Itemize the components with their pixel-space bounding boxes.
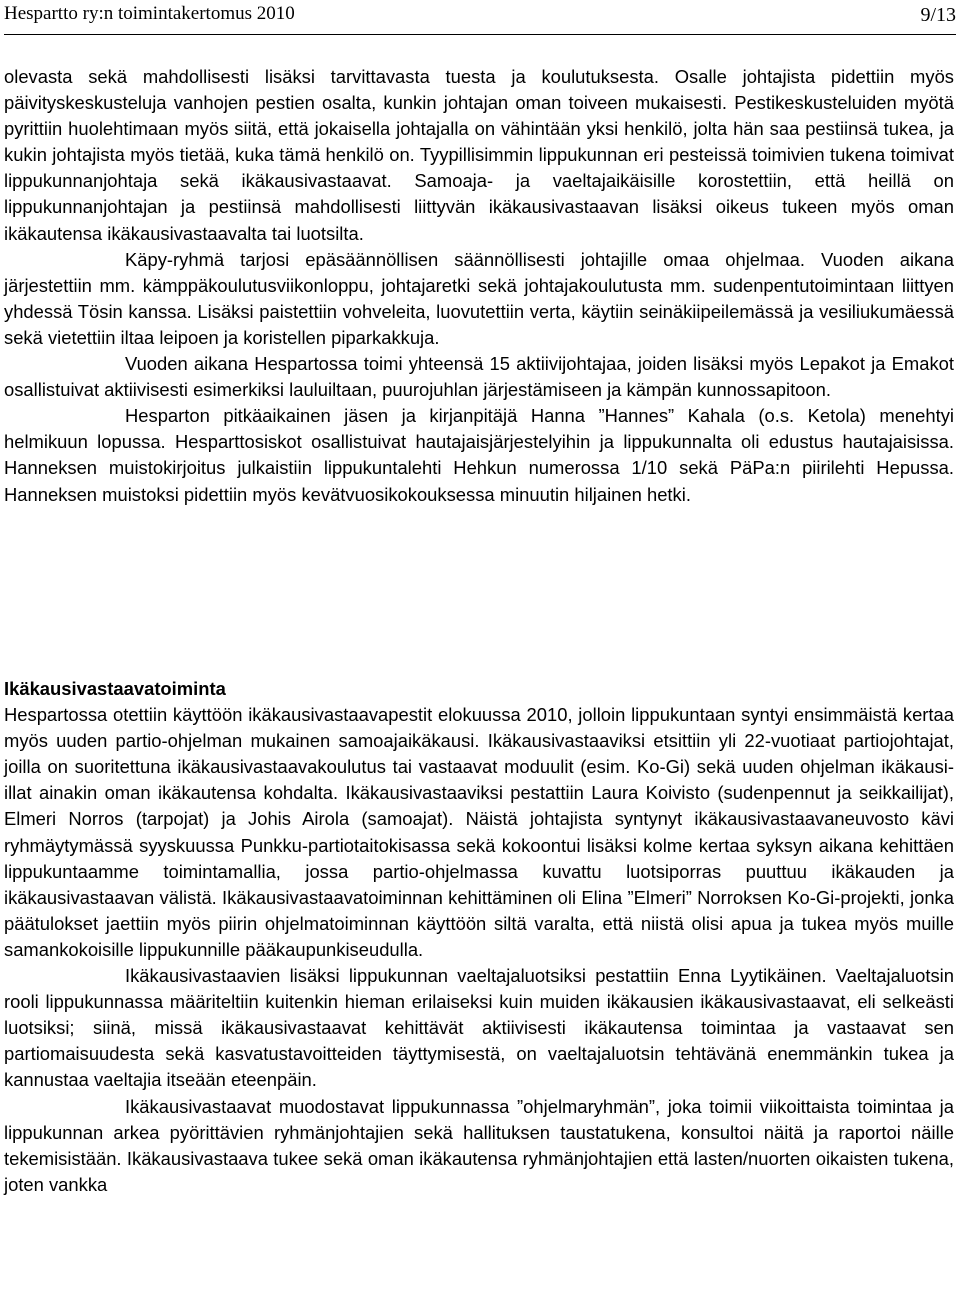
page-header	[4, 0, 956, 35]
section-age-group-leaders	[4, 676, 954, 1198]
paragraph: Vuoden aikana Hespartossa toimi yhteensä 15 aktiivijohtajaa, joiden lisäksi myös Lepakot ja Emakot osallistuivat aktiivisesti esimerkiksi lauluiltaan, puurojuhlan järjestämiseen ja kämpän kunnossapitoon.	[4, 353, 954, 401]
document-title: Hesparttо ry:n toimintakertomus 2010	[4, 3, 295, 24]
paragraph: olevasta sekä mahdollisesti lisäksi tarvittavasta tuesta ja koulutuksesta. Osalle johtajista pidettiin myös päivityskeskusteluja vanhojen pestien osalta, kunkin johtajan oman toiveen mukaisesti. Pestikeskusteluiden myötä pyrittiin huolehtimaan myös siitä, että jokaisella johtajalla on vähintään yksi henkilö, jolta hän saa pestiinsä tukea, ja kukin johtajista myös tietää, kuka tämä henkilö on. Tyypillisimmin lippukunnan eri pesteissä toimivien tukena toimivat lippukunnanjohtaja sekä ikäkausivastaavat. Samoaja- ja vaeltajaikäisille korostettiin, että heillä on lippukunnanjohtajan ja pestiinsä mahdollisesti liittyvän ikäkausivastaavan lisäksi oikeus tukeen myös oman ikäkautensa ikäkausivastaavalta tai luotsilta.	[4, 66, 954, 244]
paragraph: Käpy-ryhmä tarjosi epäsäännöllisen säännöllisesti johtajille omaa ohjelmaa. Vuoden aikana järjestettiin mm. kämppäkoulutusviikonloppu, johtajaretki sekä johtajakoulutusta mm. sudenpentutoimintaan liittyen yhdessä Tösin kanssa. Lisäksi paistettiin vohveleita, luovutettiin verta, käytiin seinäkiipeilemässä ja vesiliukumäessä sekä vietettiin iltaa leipoen ja koristellen piparkakkuja.	[4, 248, 954, 348]
paragraph: Ikäkausivastaavat muodostavat lippukunnassa ”ohjelmaryhmän”, joka toimii viikoittaista toimintaa ja lippukunnan arkea pyörittävien ryhmänjohtajien sekä hallituksen taustatukena, konsultoi näitä ja raportoi näille tekemisistään. Ikäkausivastaava tukee sekä oman ikäkautensa ryhmänjohtajien että lasten/nuorten oikaisten tukena, joten vankka	[4, 1095, 954, 1195]
page-number: 9/13	[920, 4, 956, 26]
paragraph: Hespartossa otettiin käyttöön ikäkausivastaavapestit elokuussa 2010, jolloin lippukuntaan syntyi ensimmäistä kertaa myös uuden partio-ohjelman mukainen samoajaikäkausi. Ikäkausivastaaviksi etsittiin yli 22-vuotiaat partiojohtajat, joilla on suoritettuna ikäkausivastaavakoulutus tai vastaavat moduulit (esim. Ko-Gi) sekä uuden ohjelman ikäkausi-illat ainakin oman ikäkautensa kohdalta. Ikäkausivastaaviksi pestattiin Laura Koivisto (sudenpennut ja seikkailijat), Elmeri Norros (tarpojat) ja Johis Airola (samoajat). Näistä johtajista syntynyt ikäkausivastaavaneuvosto kävi ryhmäytymässä syyskuussa Punkku-partiotaitokisassa sekä kokoontui lisäksi kolme kertaa syksyn aikana kehittäen lippukuntaamme toimintamallia, jossa partio-ohjelmassa kuvattu luotsiporras puuttuu ikäkauden ja ikäkausivastaavan välistä. Ikäkausivastaavatoiminnan kehittäminen oli Elina ”Elmeri” Norroksen Ko-Gi-projekti, jonka päätulokset jaettiin myös piirin ohjelmatoiminnan käyttöön siltä varalta, että niistä olisi apua ja tukea myös muille samankokoisille lippukunnille pääkaupunkiseudulla.	[4, 704, 954, 960]
section-leader-support	[4, 64, 954, 508]
paragraph: Ikäkausivastaavien lisäksi lippukunnan vaeltajaluotsiksi pestattiin Enna Lyytikäinen. Vaeltajaluotsin rooli lippukunnassa määriteltiin kuitenkin hieman erilaiseksi kuin muiden ikäkausien ikäkausivastaavat, eli selkeästi luotsiksi; siinä, missä ikäkausivastaavat kehittävät aktiivisesti ikäkautensa toimintaa ja vastaavat sen partiomaisuudesta sekä kasvatustavoitteiden täyttymisestä, on vaeltajaluotsin tehtävänä enemmänkin tukea ja kannustaa vaeltajia itseään eteenpäin.	[4, 965, 954, 1091]
paragraph: Hesparton pitkäaikainen jäsen ja kirjanpitäjä Hanna ”Hannes” Kahala (o.s. Ketola) menehtyi helmikuun lopussa. Hesparttosiskot osallistuivat hautajaisjärjestelyihin ja lippukunnalta oli edustus hautajaisissa. Hanneksen muistokirjoitus julkaistiin lippukuntalehti Hehkun numerossa 1/10 sekä PäPa:n piirilehti Hepussa. Hanneksen muistoksi pidettiin myös kevätvuosikokouksessa minuutin hiljainen hetki.	[4, 405, 954, 505]
section-heading: Ikäkausivastaavatoiminta	[4, 678, 226, 699]
